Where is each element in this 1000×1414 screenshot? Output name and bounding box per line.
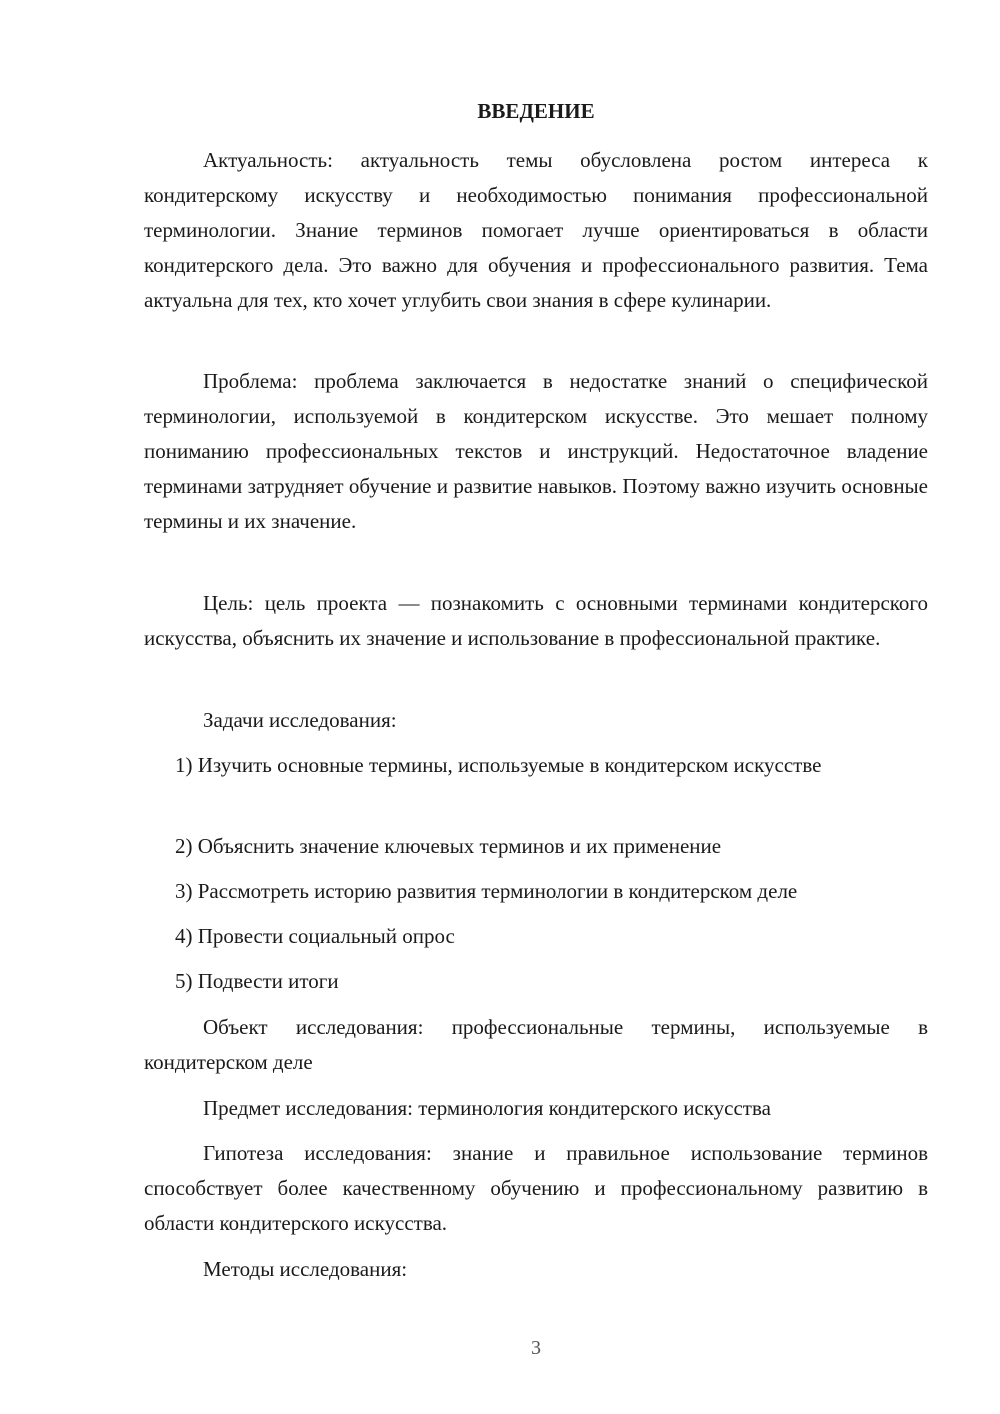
task-item-1: 1) Изучить основные термины, используемые в кондитерском искусстве xyxy=(175,753,822,777)
task-item-2: 2) Объяснить значение ключевых терминов и их применение xyxy=(175,834,722,858)
task-item-5: 5) Подвести итоги xyxy=(175,969,339,993)
relevance-paragraph: Актуальность: актуальность темы обусловлена ростом интереса к кондитерскому искусству и необходимостью понимания профессиональной терминологии. Знание терминов помогает лучше ориентироваться в области кондитерского дела. Это важно для обучения и профессионального развития. Тема актуальна для тех, кто хочет углубить свои знания в сфере кулинарии. xyxy=(144,148,928,312)
page-number: 3 xyxy=(531,1337,541,1359)
subject-paragraph: Предмет исследования: терминология кондитерского искусства xyxy=(203,1096,771,1120)
hypothesis-paragraph: Гипотеза исследования: знание и правильное использование терминов способствует более качественному обучению и профессиональному развитию в области кондитерского искусства. xyxy=(144,1141,928,1235)
tasks-heading: Задачи исследования: xyxy=(203,708,397,732)
task-item-4: 4) Провести социальный опрос xyxy=(175,924,455,948)
object-paragraph: Объект исследования: профессиональные термины, используемые в кондитерском деле xyxy=(144,1015,928,1074)
methods-heading: Методы исследования: xyxy=(203,1257,408,1281)
problem-paragraph: Проблема: проблема заключается в недостатке знаний о специфической терминологии, используемой в кондитерском искусстве. Это мешает полному пониманию профессиональных текстов и инструкций. Недостаточное владение терминами затрудняет обучение и развитие навыков. Поэтому важно изучить основные термины и их значение. xyxy=(144,369,928,533)
task-item-3: 3) Рассмотреть историю развития терминологии в кондитерском деле xyxy=(175,879,798,903)
goal-paragraph: Цель: цель проекта — познакомить с основными терминами кондитерского искусства, объяснить их значение и использование в профессиональной практике. xyxy=(144,591,928,650)
section-title: ВВЕДЕНИЕ xyxy=(477,99,595,123)
